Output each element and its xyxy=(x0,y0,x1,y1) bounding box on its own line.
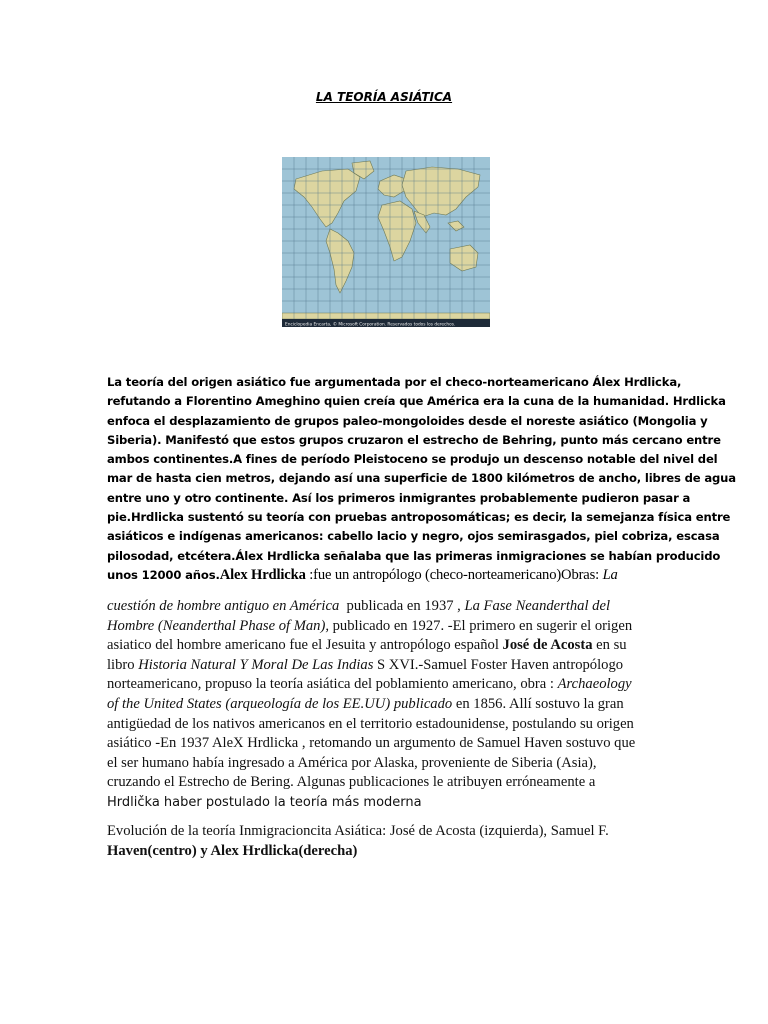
text-line: Hombre (Neanderthal Phase of Man), publicado en 1927. -El primero en sugerir el origen xyxy=(107,617,633,634)
text-line: asiáticos e indígenas americanos: cabello lacio y negro, ojos semirasgados, piel cobriza, escasa xyxy=(107,529,720,544)
text-line: of the United States (arqueología de los EE.UU) publicado en 1856. Allí sostuvo la gran xyxy=(107,695,624,712)
text-line: mar de hasta cien metros, dejando así una superficie de 1800 kilómetros de ancho, libres de agua xyxy=(107,471,736,486)
paragraph-works xyxy=(107,597,667,813)
text-line-mixed xyxy=(107,566,667,585)
text-line: refutando a Florentino Ameghino quien creía que América era la cuna de la humanidad. Hrdlicka xyxy=(107,394,726,409)
text-line: pie.Hrdlicka sustentó su teoría con pruebas antroposomáticas; es decir, la semejanza física entre xyxy=(107,510,731,525)
name-hrdlicka: Alex Hrdlicka xyxy=(219,566,306,583)
text-line: enfoca el desplazamiento de grupos paleo-mongoloides desde el noreste asiático (Mongolia y xyxy=(107,413,708,428)
text-line: cruzando el Estrecho de Bering. Algunas publicaciones le atribuyen erróneamente a xyxy=(107,774,596,791)
document-title: LA TEORÍA ASIÁTICA xyxy=(315,90,453,104)
text-line: asiatico del hombre americano fue el Jesuita y antropólogo español José de Acosta en su xyxy=(107,637,627,654)
text-line: ambos continentes.A fines de período Pleistoceno se produjo un descenso notable del nivel del xyxy=(107,452,718,467)
text-line: Hrdlička haber postulado la teoría más moderna xyxy=(107,794,422,810)
text-line: pilosodad, etcétera.Álex Hrdlicka señalaba que las primeras inmigraciones se habían producido xyxy=(107,548,721,563)
text-line: antigüedad de los nativos americanos en el territorio estadounidense, postulando su origen xyxy=(107,715,634,732)
text-line: Siberia). Manifestó que estos grupos cruzaron el estrecho de Behring, punto más cercano entre xyxy=(107,432,721,447)
image-caption xyxy=(107,822,667,861)
caption-line-bold: Haven(centro) y Alex Hrdlicka(derecha) xyxy=(107,842,358,859)
caption-line: Evolución de la teoría Inmigracioncita Asiática: José de Acosta (izquierda), Samuel F. xyxy=(107,823,609,839)
map-credit-text: Enciclopedia Encarta, © Microsoft Corporation. Reservados todos los derechos. xyxy=(285,322,456,327)
paragraph-origin-theory xyxy=(107,373,736,585)
text-line: La teoría del origen asiático fue argumentada por el checo-norteamericano Álex Hrdlicka, xyxy=(107,375,682,389)
text-fragment: La xyxy=(602,566,618,583)
text-line: asiático -En 1937 AleX Hrdlicka , retomando un argumento de Samuel Haven sostuvo que xyxy=(107,735,636,752)
world-map-image xyxy=(282,157,490,327)
text-line: entre uno y otro continente. Así los primeros inmigrantes probablemente pudieron pasar a xyxy=(107,490,691,505)
text-line: norteamericano, propuso la teoría asiática del poblamiento americano, obra : Archaeology xyxy=(107,676,632,693)
text-line: el ser humano había ingresado a América por Alaska, proveniente de Siberia (Asia), xyxy=(107,754,597,771)
name-jose-de-acosta: José de Acosta xyxy=(502,637,593,654)
text-line: cuestión de hombre antiguo en América publicada en 1937 , La Fase Neanderthal del xyxy=(107,598,611,614)
text-fragment: :fue un antropólogo (checo-norteamericano)Obras: xyxy=(305,566,603,583)
text-fragment: unos 12000 años. xyxy=(107,567,220,582)
text-line: libro Historia Natural Y Moral De Las Indias S XVI.-Samuel Foster Haven antropólogo xyxy=(107,656,624,673)
